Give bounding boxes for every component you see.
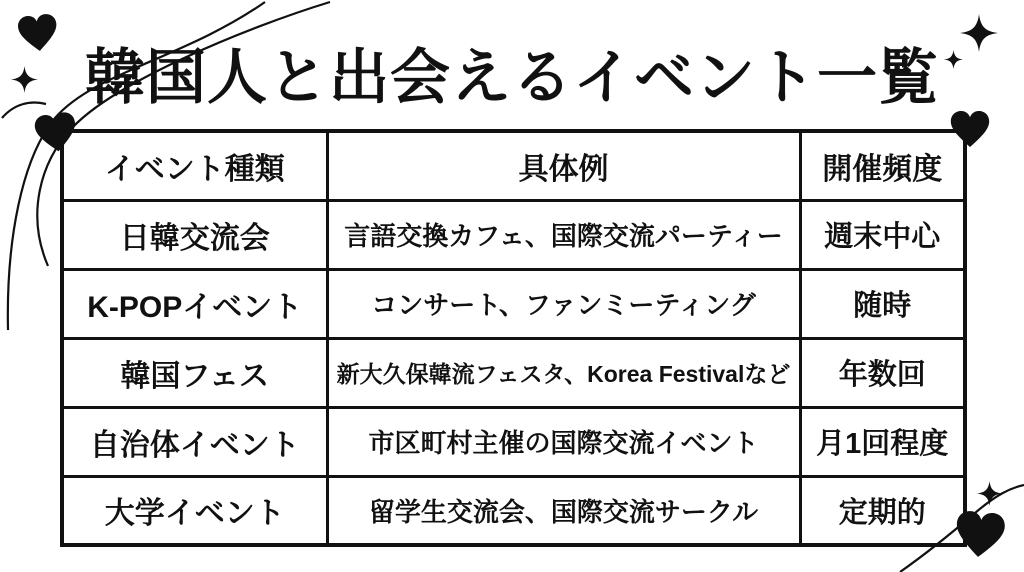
examples-cell: 留学生交流会、国際交流サークル (327, 476, 800, 545)
event-type-cell: 韓国フェス (62, 338, 327, 407)
event-type-cell: 自治体イベント (62, 407, 327, 476)
table-row (62, 476, 965, 545)
table-row (62, 338, 965, 407)
frequency-cell: 月1回程度 (800, 407, 965, 476)
header-frequency: 開催頻度 (800, 131, 965, 200)
frequency-cell: 年数回 (800, 338, 965, 407)
examples-cell: 新大久保韓流フェスタ、Korea Festivalなど (327, 338, 800, 407)
event-type-cell: 日韓交流会 (62, 200, 327, 269)
table-row (62, 407, 965, 476)
event-table (60, 129, 967, 547)
header-event-type: イベント種類 (62, 131, 327, 200)
table-header-row (62, 131, 965, 200)
table-row (62, 200, 965, 269)
header-examples: 具体例 (327, 131, 800, 200)
event-type-cell: 大学イベント (62, 476, 327, 545)
sparkle-icon (977, 481, 1002, 506)
examples-cell: 市区町村主催の国際交流イベント (327, 407, 800, 476)
examples-cell: 言語交換カフェ、国際交流パーティー (327, 200, 800, 269)
page-title: 韓国人と出会えるイベント一覧 (85, 44, 939, 111)
examples-cell: コンサート、ファンミーティング (327, 269, 800, 338)
frequency-cell: 随時 (800, 269, 965, 338)
frequency-cell: 定期的 (800, 476, 965, 545)
table-row (62, 269, 965, 338)
frequency-cell: 週末中心 (800, 200, 965, 269)
event-type-cell: K-POPイベント (62, 269, 327, 338)
